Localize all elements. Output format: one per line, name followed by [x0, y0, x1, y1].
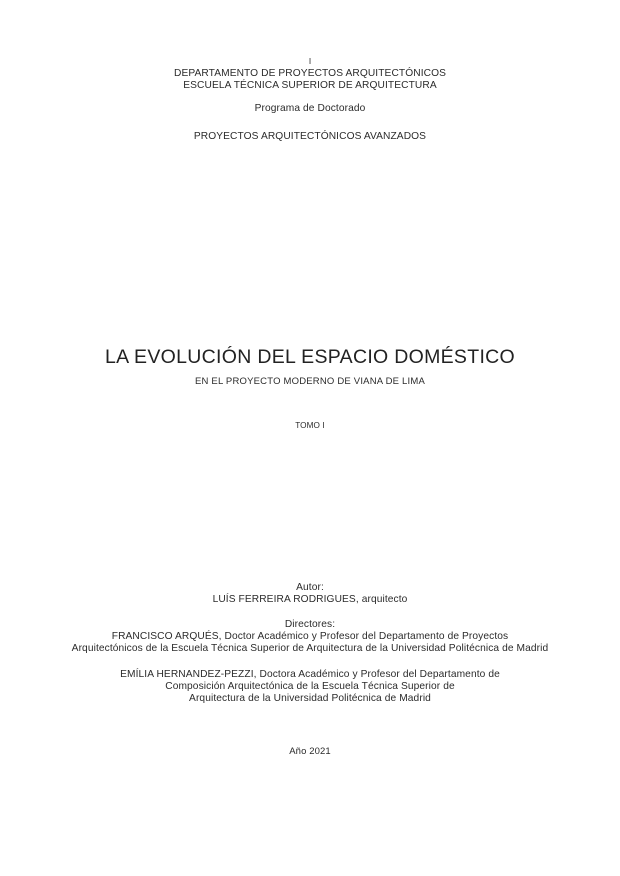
- director-2-line-1: [0, 669, 620, 681]
- year-label: Año 2021: [289, 746, 331, 757]
- department-name: DEPARTAMENTO DE PROYECTOS ARQUITECTÓNICOS: [173, 68, 447, 79]
- thesis-subtitle: EN EL PROYECTO MODERNO DE VIANA DE LIMA: [194, 376, 426, 387]
- page-marker: I: [308, 57, 312, 66]
- program-name: PROYECTOS ARQUITECTÓNICOS AVANZADOS: [193, 131, 427, 142]
- author-name: LUÍS FERREIRA RODRIGUES: [212, 594, 356, 605]
- director-2-name: EMÍLIA HERNANDEZ-PEZZI: [120, 669, 254, 680]
- director-2-line-3: Arquitectura de la Universidad Politécnica de Madrid: [189, 693, 431, 704]
- school-name: ESCUELA TÉCNICA SUPERIOR DE ARQUITECTURA: [183, 80, 437, 91]
- director-1-line-1: [0, 631, 620, 643]
- author-role: , arquitecto: [355, 594, 408, 605]
- director-1-line-2: Arquitectónicos de la Escuela Técnica Superior de Arquitectura de la Universidad Politécnica de Madrid: [71, 643, 549, 654]
- thesis-title: LA EVOLUCIÓN DEL ESPACIO DOMÉSTICO: [104, 346, 516, 368]
- volume-label: TOMO I: [295, 421, 325, 430]
- director-2-line-2: Composición Arquitectónica de la Escuela Técnica Superior de: [165, 681, 455, 692]
- director-1-desc: , Doctor Académico y Profesor del Departamento de Proyectos: [218, 631, 509, 642]
- director-1-name: FRANCISCO ARQUÉS: [111, 631, 219, 642]
- author-line: [0, 594, 620, 606]
- author-label: Autor:: [296, 582, 324, 593]
- directors-label: Directores:: [284, 619, 336, 630]
- director-2-desc: , Doctora Académico y Profesor del Departamento de: [253, 669, 500, 680]
- program-label: Programa de Doctorado: [254, 103, 366, 114]
